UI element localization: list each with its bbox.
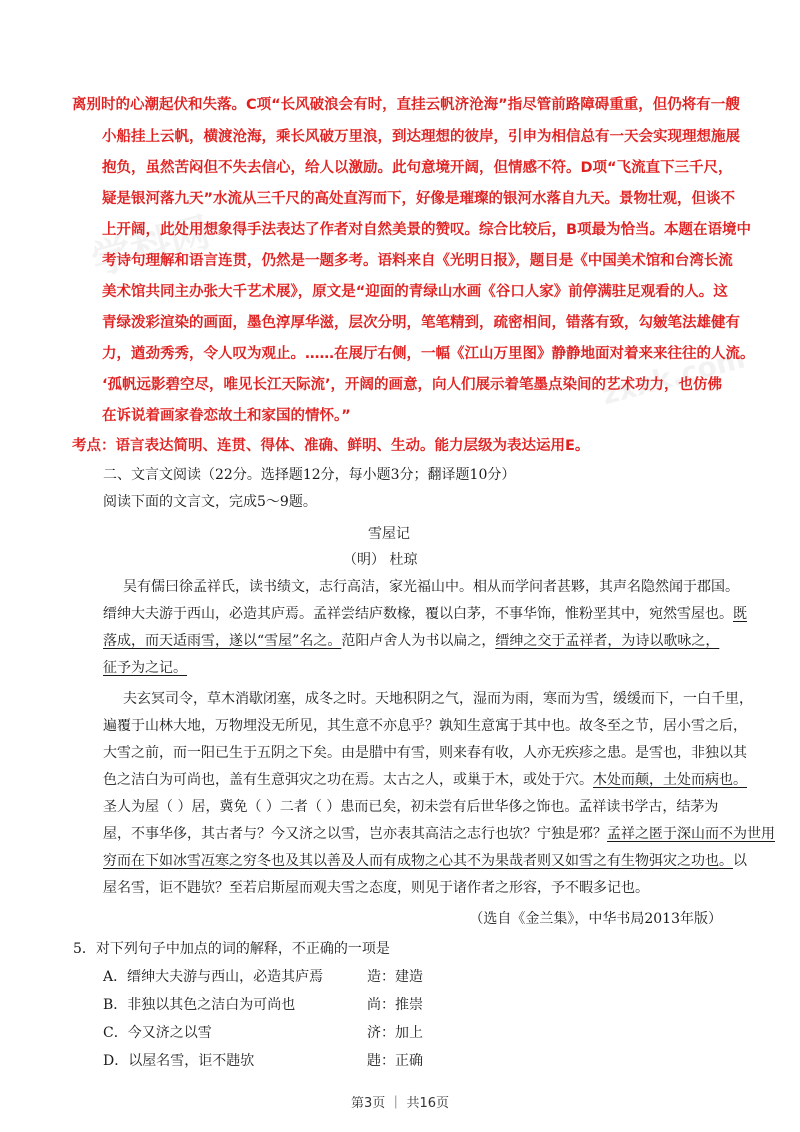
option-label[interactable]: A．缙绅大夫游与西山，必造其庐焉 xyxy=(103,969,324,985)
text-line: 圣人为屋（ ）居，冀免（ ）二者（ ）患而已矣，初未尝有后世华侈之饰也。孟祥读书学古，结茅为 xyxy=(103,799,719,815)
text-line xyxy=(103,850,747,870)
text-line: 大雪之前，而一阳已生于五阴之下矣。由是腊中有雪，则来春有收，人亦无疾疹之患。是雪也，非独以其 xyxy=(103,745,747,761)
text-line xyxy=(103,603,747,623)
watermark-text: zxxk.com xyxy=(598,341,749,412)
underlined-text: 既 xyxy=(733,606,747,622)
answer-line: 小船挂上云帆，横渡沧海，乘长风破万里浪，到达理想的彼岸，引申为相信总有一天会实现理想施展 xyxy=(102,129,740,145)
text-line xyxy=(103,630,719,650)
text-span: 屋，不事华侈，其古者与？今又济之以雪，岂亦表其高洁之志行也欤？宁独是邪？ xyxy=(103,826,607,842)
answer-line: 青绿泼彩渲染的画面，墨色淳厚华滋，层次分明，笔笔精到，疏密相间，错落有致，勾皴笔法雄健有 xyxy=(102,315,740,331)
answer-line: 力，遒劲秀秀，令人叹为观止。……在展厅右侧，一幅《江山万里图》静静地面对着来来往往的人流。 xyxy=(102,346,755,362)
underlined-text: 缙绅之交于孟祥者，为诗以歌咏之， xyxy=(495,633,720,649)
answer-line: 上开阔，此处用想象得手法表达了作者对自然美景的赞叹。综合比较后，B项最为恰当。本题在语境中 xyxy=(102,222,752,238)
option-label[interactable]: C．今又济之以雪 xyxy=(103,1025,212,1041)
text-span: 缙绅大夫游于西山，必造其庐焉。孟祥尝结庐数椽，覆以白茅，不事华饰，惟粉垩其中，宛然雪屋也。 xyxy=(103,606,733,622)
section-heading: 二、文言文阅读（22分。选择题12分，每小题3分；翻译题10分） xyxy=(103,467,516,483)
underlined-text: 征予为之记。 xyxy=(103,660,187,676)
source-citation: （选自《金兰集》，中华书局2013年版） xyxy=(469,911,722,927)
answer-line: 疑是银河落九天”水流从三千尺的高处直泻而下，好像是璀璨的银河水落自九天。景物壮观，但谈不 xyxy=(102,191,736,207)
passage-author: （明） 杜琼 xyxy=(343,552,418,568)
page-footer: 第3页 ｜ 共16页 xyxy=(350,1096,450,1111)
option-gloss: 济：加上 xyxy=(367,1025,423,1041)
option-gloss: 造：建造 xyxy=(367,969,423,985)
passage-title: 雪屋记 xyxy=(368,526,410,542)
answer-line: ‘孤帆远影碧空尽，唯见长江天际流’，开阔的画意，向人们展示着笔墨点染间的艺术功力，也仿佛 xyxy=(102,377,723,393)
text-span: 范阳卢舍人为书以扁之， xyxy=(341,633,496,649)
text-line: 遍覆于山林大地，万物埋没无所见，其生意不亦息乎？孰知生意寓于其中也。故冬至之节，居小雪之后， xyxy=(103,718,747,734)
option-gloss: 尚：推崇 xyxy=(367,997,423,1013)
option-gloss: 韪：正确 xyxy=(367,1053,423,1069)
option-label[interactable]: B．非独以其色之洁白为可尚也 xyxy=(103,997,296,1013)
underlined-text: 孟祥之匿于深山而不为世用 xyxy=(607,826,775,842)
text-span: 以 xyxy=(733,853,747,869)
answer-line: 美术馆共同主办张大千艺术展》，原文是“迎面的青绿山水画《谷口人家》前停满驻足观看的人。这 xyxy=(102,284,728,300)
underlined-text: 落成，而天适雨雪，遂以“雪屋”名之。 xyxy=(103,633,342,649)
underlined-text: 穷而在下如冰雪冱寒之穷冬也及其以善及人而有成物之心其不为果哉者则又如雪之有生物弭灾之功也。 xyxy=(103,853,733,869)
kaodian-note: 考点：语言表达简明、连贯、得体、准确、鲜明、生动。能力层级为表达运用E。 xyxy=(72,438,590,454)
option-label[interactable]: D．以屋名雪，讵不韪欤 xyxy=(103,1053,255,1069)
text-line xyxy=(103,769,747,789)
underlined-text: 木处而颠，土处而病也。 xyxy=(593,772,747,788)
text-line xyxy=(103,823,775,843)
answer-line: 抱负，虽然苦闷但不失去信心，给人以激励。此句意境开阔，但情感不符。D项“飞流直下三千尺， xyxy=(102,160,733,176)
question-stem: 5．对下列句子中加点的词的解释，不正确的一项是 xyxy=(73,941,390,957)
text-line: 夫玄冥司令，草木消歇闭塞，成冬之时。天地积阴之气，湿而为雨，寒而为雪，缓缓而下，一白千里， xyxy=(123,691,753,707)
text-span: 色之洁白为可尚也，盖有生意弭灾之功在焉。太古之人，或巢于木，或处于穴。 xyxy=(103,772,593,788)
text-line: 屋名雪，讵不韪欤？至若启斯屋而观夫雪之态度，则见于诸作者之形容，予不暇多记也。 xyxy=(103,880,649,896)
answer-line: 考诗句理解和语言连贯，仍然是一题多考。语料来自《光明日报》，题目是《中国美术馆和台湾长流 xyxy=(102,253,733,269)
text-line: 吴有儒曰徐孟祥氏，读书绩文，志行高洁，家光福山中。相从而学问者甚夥，其声名隐然闻于郡国。 xyxy=(123,579,739,595)
answer-line: 离别时的心潮起伏和失落。C项“长风破浪会有时，直挂云帆济沧海”指尽管前路障碍重重，但仍将有一艘 xyxy=(72,97,740,113)
watermark-text: 学科网 xyxy=(86,209,215,285)
answer-line: 在诉说着画家眷恋故土和家国的情怀。” xyxy=(102,408,351,424)
instruction-text: 阅读下面的文言文，完成5～9题。 xyxy=(103,494,317,510)
